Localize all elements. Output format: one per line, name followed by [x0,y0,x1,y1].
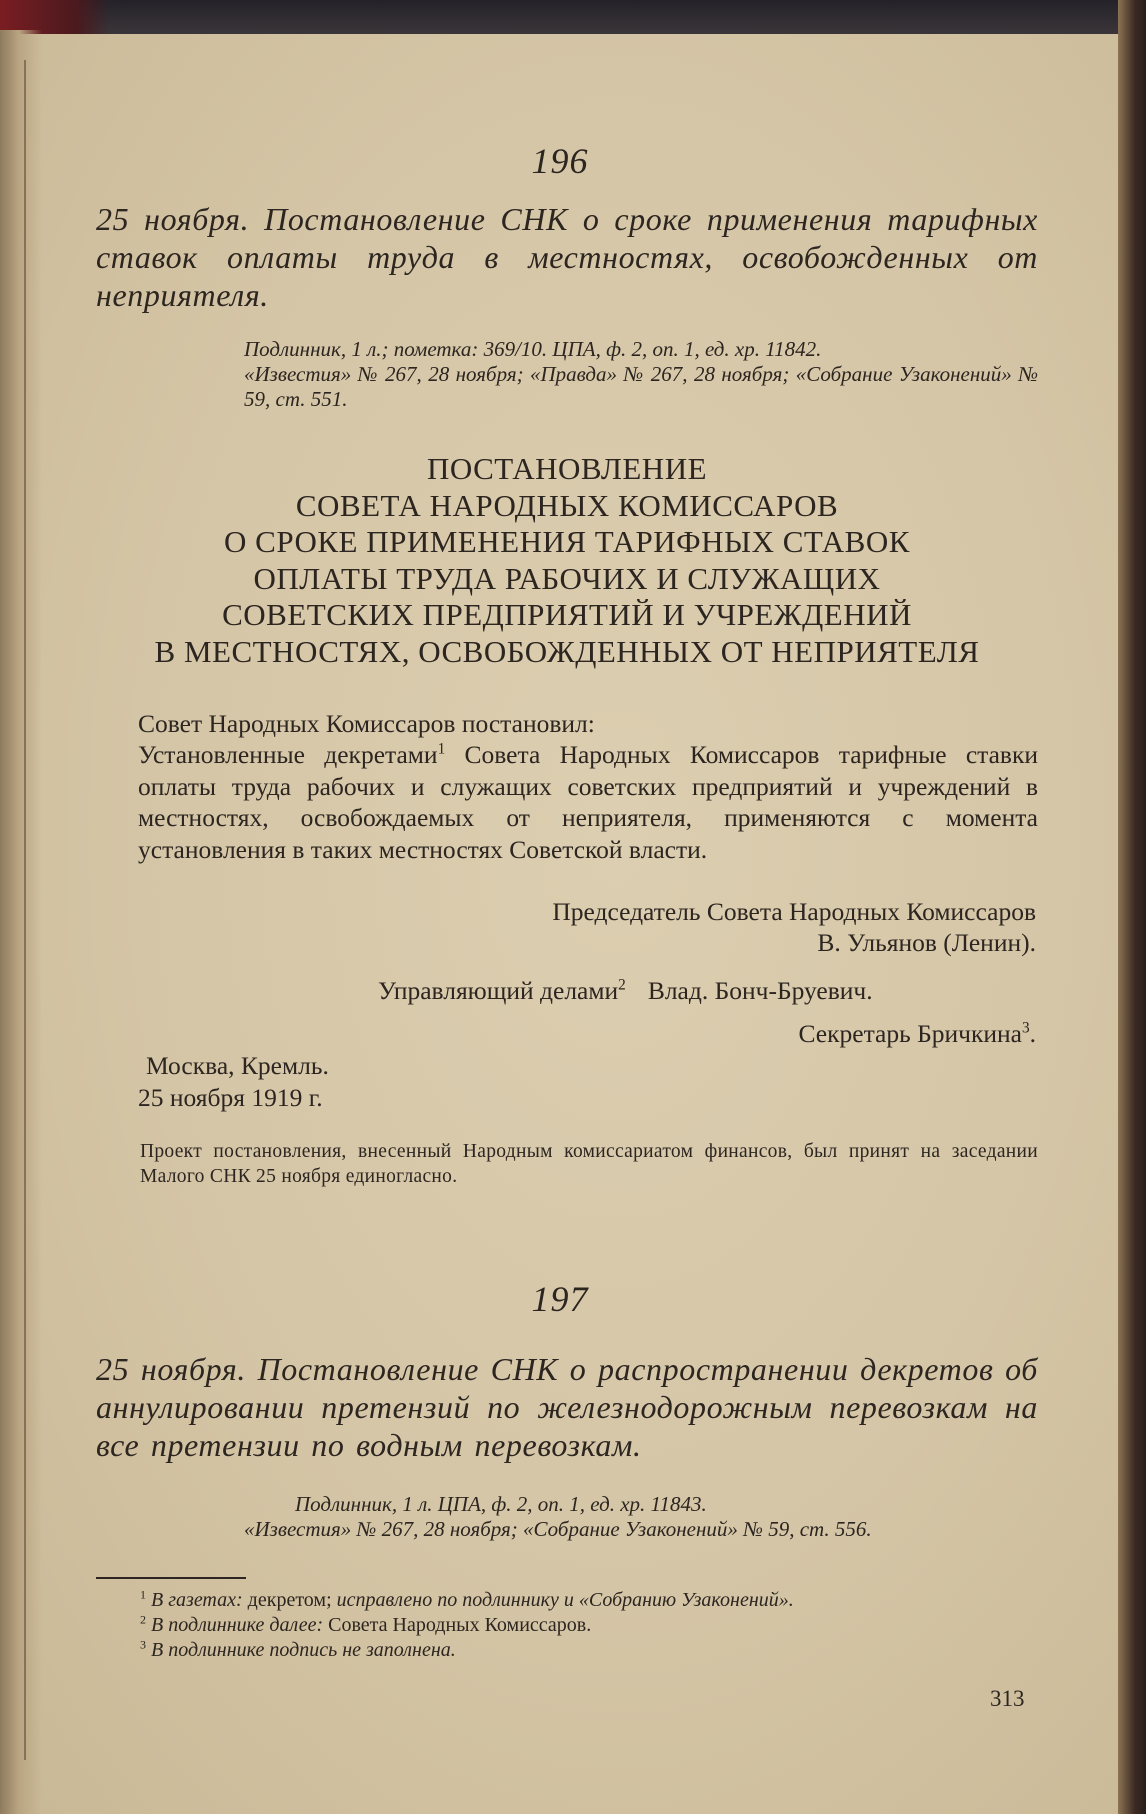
body-text-start: Установленные декретами [138,740,438,769]
cover-red-edge [0,0,110,34]
secretary-signature: Секретарь Бричкина$^3$. [798,1019,1036,1048]
footnote-mark-3: 3 [1021,1019,1030,1037]
publication-source-197 [244,1517,1038,1542]
manager-name: Влад. Бонч-Бруевич. [647,976,873,1005]
resolution-body [138,739,1038,865]
footnote-2-plain: Совета Народных Комиссаров. [323,1614,592,1636]
title-line: В МЕСТНОСТЯХ, ОСВОБОЖДЕННЫХ ОТ НЕПРИЯТЕЛЯ [154,633,980,669]
resolution-title [96,451,1038,670]
editorial-note: Проект постановления, внесенный Народным комиссариатом финансов, был принят на заседании Малого СНК 25 ноября единогласно. [140,1141,1038,1187]
footnote-1-italic: В газетах: [151,1589,243,1611]
chair-name: В. Ульянов (Ленин). [817,928,1036,957]
title-line: СОВЕТА НАРОДНЫХ КОМИССАРОВ [295,487,839,523]
publication-source-196 [244,362,1038,412]
place: Москва, Кремль. [146,1051,329,1080]
manager-signature [378,975,873,1007]
body-text-rest: Совета Народных Комиссаров тарифные ставки оплаты труда рабочих и служащих советских предприятий и учреждений в местностях, освобождаемых от неприятеля, применяются с момента установления в таких местностях Советской власти. [138,740,1038,864]
gutter-crease [24,60,26,1760]
footnote-2 [140,1613,1040,1638]
page-number: 313 [990,1686,1025,1711]
document-number-197: 197 [531,1279,589,1319]
publication-source-197-text: «Известия» № 267, 28 ноября; «Собрание Узаконений» № 59, ст. 556. [244,1517,872,1541]
book-binding-edge [1118,0,1146,1814]
footnote-3-italic: В подлиннике подпись не заполнена. [151,1639,456,1661]
footnote-2-italic: В подлиннике далее: [151,1614,324,1636]
footnote-divider [96,1577,246,1579]
chair-title: Председатель Совета Народных Комиссаров [552,897,1036,926]
book-cover-edge [0,0,1146,34]
footnote-3-mark: 3 [140,1637,146,1652]
document-heading-197: 25 ноября. Постановление СНК о распространении декретов об аннулировании претензий по железнодорожным перевозкам на все претензии по водным перевозкам. [96,1351,1038,1463]
footnote-1-mark: 1 [140,1587,146,1602]
footnote-mark-2: 2 [618,976,626,994]
footnote-mark-1: 1 [437,740,446,758]
date: 25 ноября 1919 г. [138,1083,323,1112]
title-line: О СРОКЕ ПРИМЕНЕНИЯ ТАРИФНЫХ СТАВОК [224,524,910,559]
secretary-name: Секретарь Бричкина [798,1019,1022,1048]
document-heading-196: 25 ноября. Постановление СНК о сроке применения тарифных ставок оплаты труда в местностях, освобожденных от неприятеля. [96,201,1038,313]
title-line: СОВЕТСКИХ ПРЕДПРИЯТИЙ И УЧРЕЖДЕНИЙ [222,597,912,632]
page-gutter [0,30,42,1814]
title-line: ПОСТАНОВЛЕНИЕ [426,451,708,486]
publication-source-196-text: «Известия» № 267, 28 ноября; «Правда» № 267, 28 ноября; «Собрание Узаконений» № 59, ст. 551. [244,362,1038,411]
resolution-intro: Совет Народных Комиссаров постановил: [138,709,595,738]
footnote-2-mark: 2 [140,1612,146,1627]
document-number-196: 196 [531,141,589,181]
footnote-1-italic-2: исправлено по подлиннику и «Собранию Узаконений». [331,1589,794,1611]
footnote-3 [140,1638,1040,1663]
footnote-1 [140,1588,1040,1613]
archive-source-197: Подлинник, 1 л. ЦПА, ф. 2, оп. 1, ед. хр. 11843. [295,1492,707,1516]
archive-source-196: Подлинник, 1 л.; пометка: 369/10. ЦПА, ф. 2, оп. 1, ед. хр. 11842. [244,337,822,361]
manager-title: Управляющий делами [378,976,619,1005]
title-line: ОПЛАТЫ ТРУДА РАБОЧИХ И СЛУЖАЩИХ [253,560,881,596]
footnote-1-plain: декретом; [242,1589,332,1611]
